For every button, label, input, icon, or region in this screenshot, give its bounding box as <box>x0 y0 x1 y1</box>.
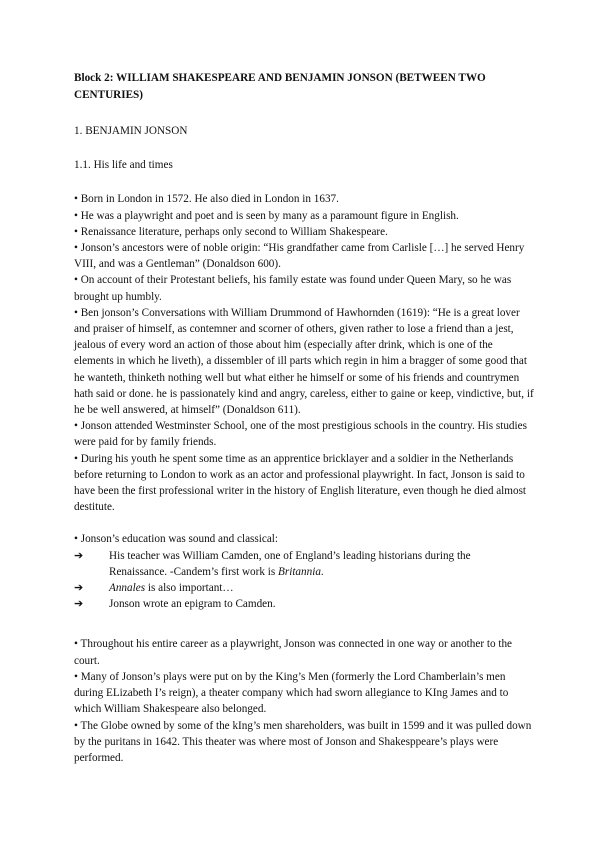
spacer <box>74 515 534 531</box>
arrow-right-icon: ➔ <box>74 598 84 611</box>
sub-item-text: Renaissance. -Candem’s first work is Britannia. <box>109 565 324 578</box>
spacer <box>74 628 534 636</box>
subsection-heading: 1.1. His life and times <box>74 159 173 172</box>
bullet-item: • The Globe owned by some of the kIng’s men shareholders, was built in 1599 and it was pulled down by the puritans in 1642. This theater was where most of Jonson and Shakesppeare’s plays were performed. <box>74 719 532 764</box>
bullet-item: • During his youth he spent some time as an apprentice bricklayer and a soldier in the Netherlands before returning to London to work as an actor and professional playwright. In fact, Jonson is said to have been the first professional writer in the history of English literature, even though he died almost destitute. <box>74 452 527 514</box>
bullet-item: • Jonson attended Westminster School, one of the most prestigious schools in the country. His studies were paid for by family friends. <box>74 420 527 449</box>
section-heading: 1. BENJAMIN JONSON <box>74 125 188 137</box>
document-page <box>74 70 534 766</box>
sub-item-annales <box>74 580 534 596</box>
italic-title: Britannia <box>278 565 321 578</box>
bullet-item: • Jonson’s ancestors were of noble origin: “His grandfather came from Carlisle […] he served Henry VIII, and was a Gentleman” (Donaldson 600). <box>74 242 525 271</box>
arrow-right-icon: ➔ <box>74 549 84 562</box>
arrow-right-icon: ➔ <box>74 582 84 595</box>
sub-item-text: His teacher was William Camden, one of England’s leading historians during the <box>109 549 471 562</box>
bullet-item: • Many of Jonson’s plays were put on by the King’s Men (formerly the Lord Chamberlain’s men during ELizabeth I’s reign), a theater company which had sworn allegiance to KIng James and to which William Shakespeare also belonged. <box>74 670 509 716</box>
sub-item-text: Annales is also important… <box>109 582 234 595</box>
bullet-list-a <box>74 191 534 515</box>
bullet-item: • On account of their Protestant beliefs, his family estate was found under Queen Mary, so he was brought up humbly. <box>74 274 512 303</box>
spacer <box>74 612 534 628</box>
document-title: Block 2: WILLIAM SHAKESPEARE AND BENJAMIN JONSON (BETWEEN TWO CENTURIES) <box>74 72 486 101</box>
education-block <box>74 531 534 612</box>
bullet-list-b <box>74 636 534 766</box>
education-intro: • Jonson’s education was sound and classical: <box>74 533 279 546</box>
sub-item-text: Jonson wrote an epigram to Camden. <box>109 598 276 611</box>
bullet-item: • Renaissance literature, perhaps only second to William Shakespeare. <box>74 225 388 238</box>
bullet-item: • Throughout his entire career as a playwright, Jonson was connected in one way or another to the court. <box>74 638 513 667</box>
bullet-item: • Born in London in 1572. He also died in London in 1637. <box>74 193 339 206</box>
sub-item-epigram <box>74 596 534 612</box>
italic-title: Annales <box>109 582 146 595</box>
sub-item-teacher <box>74 548 534 580</box>
bullet-item: • He was a playwright and poet and is seen by many as a paramount figure in English. <box>74 209 459 222</box>
bullet-item: • Ben jonson’s Conversations with William Drummond of Hawhornden (1619): “He is a great lover and praiser of himself, as contemner and scorner of others, given rather to lose a friend than a jest, jealous of every word an action of those about him (especially after drink, which is one of the elements in which he liveth), a dissembler of ill parts which regin in him a bragger of some good that he wanteth, thinketh nothing well but what either he himself or some of his friends and countrymen hath said or done. he is passionately kind and angry, careless, either to gaine or keep, vindictive, but, if he be well answered, at himself” (Donaldson 611). <box>74 306 534 417</box>
